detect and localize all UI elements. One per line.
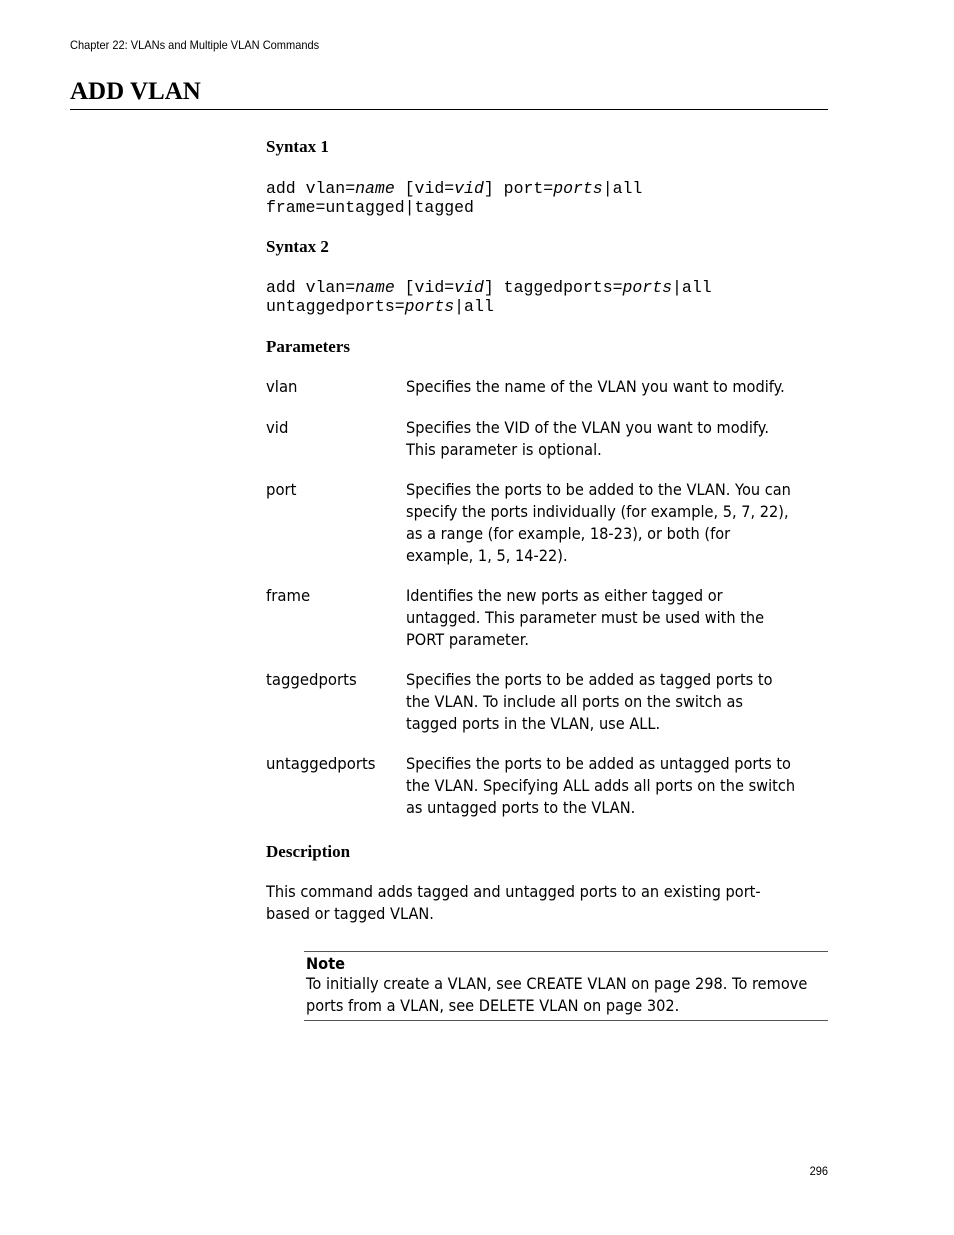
syntax-2-heading: Syntax 2	[266, 237, 329, 256]
code-variable: ports	[553, 179, 603, 198]
code-text: ] taggedports=	[483, 278, 623, 297]
syntax-1-code	[266, 179, 642, 217]
code-text: [vid=	[394, 278, 455, 297]
note-text: To initially create a VLAN, see CREATE VLAN on page 298. To remove ports from a VLAN, see DELETE VLAN on page 302.	[306, 974, 808, 1015]
code-text: frame=untagged|tagged	[266, 198, 474, 217]
param-name-vid: vid	[266, 418, 289, 437]
code-text: ] port=	[483, 179, 554, 198]
syntax-2-code	[266, 278, 712, 316]
param-name-port: port	[266, 480, 297, 499]
param-desc-vid: Specifies the VID of the VLAN you want to modify. This parameter is optional.	[406, 418, 769, 459]
code-text: |all	[602, 179, 643, 198]
code-variable: vid	[454, 179, 484, 198]
running-header: Chapter 22: VLANs and Multiple VLAN Commands	[70, 38, 320, 52]
param-name-vlan: vlan	[266, 377, 298, 396]
parameters-heading: Parameters	[266, 337, 351, 356]
param-desc-untaggedports: Specifies the ports to be added as untagged ports to the VLAN. Specifying ALL adds all ports on the switch as untagged ports to the VLAN.	[406, 754, 796, 817]
description-text: This command adds tagged and untagged ports to an existing port-based or tagged VLAN.	[266, 882, 761, 923]
page-number: 296	[809, 1164, 828, 1178]
param-name-untaggedports: untaggedports	[266, 754, 376, 773]
code-text: untaggedports=	[266, 297, 405, 316]
param-desc-vlan: Specifies the name of the VLAN you want to modify.	[406, 377, 785, 396]
param-name-frame: frame	[266, 586, 311, 605]
param-desc-taggedports: Specifies the ports to be added as tagged ports to the VLAN. To include all ports on the switch as tagged ports in the VLAN, use ALL.	[406, 670, 773, 733]
code-variable: ports	[622, 278, 673, 297]
description-heading: Description	[266, 842, 351, 861]
syntax-1-heading: Syntax 1	[266, 137, 329, 156]
code-text: |all	[672, 278, 712, 297]
title-rule	[70, 109, 828, 110]
note-label: Note	[306, 954, 346, 973]
param-desc-port: Specifies the ports to be added to the VLAN. You can specify the ports individually (for example, 5, 7, 22), as a range (for example, 18-23), or both (for example, 1, 5, 14-22).	[406, 480, 791, 565]
page-title: ADD VLAN	[70, 78, 201, 105]
param-name-taggedports: taggedports	[266, 670, 357, 689]
code-text: add vlan=	[266, 278, 356, 297]
code-variable: name	[355, 278, 395, 297]
code-text: [vid=	[394, 179, 455, 198]
code-variable: vid	[454, 278, 484, 297]
code-variable: name	[355, 179, 395, 198]
code-text: |all	[454, 297, 494, 316]
code-variable: ports	[404, 297, 455, 316]
code-text: add vlan=	[266, 179, 356, 198]
param-desc-frame: Identifies the new ports as either tagged or untagged. This parameter must be used with the PORT parameter.	[406, 586, 765, 649]
note-box	[304, 951, 828, 1021]
